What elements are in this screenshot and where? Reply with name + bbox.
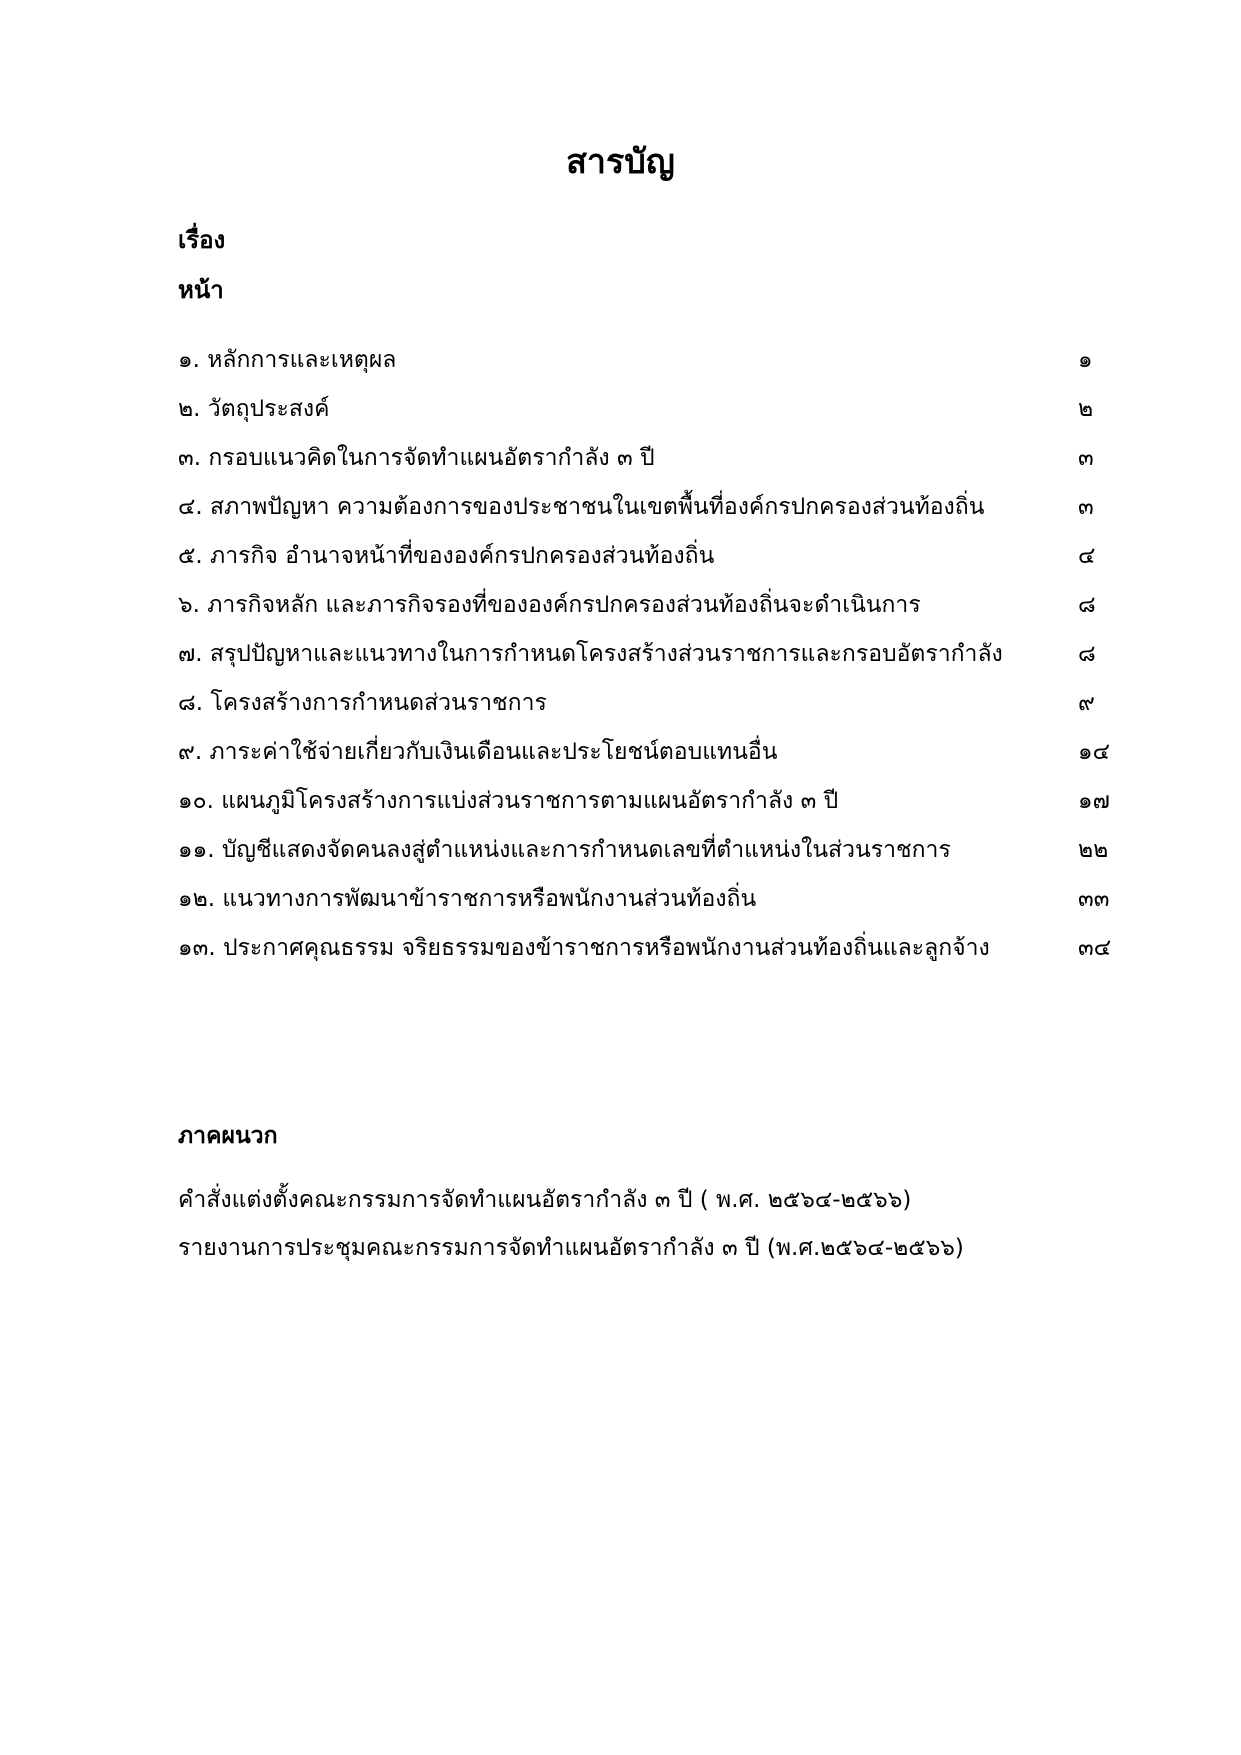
toc-item bbox=[178, 487, 1123, 536]
toc-item-page: ๙ bbox=[1078, 690, 1095, 716]
toc-item bbox=[178, 928, 1123, 977]
toc-item bbox=[178, 585, 1123, 634]
toc-item bbox=[178, 732, 1123, 781]
appendix-item: คำสั่งแต่งตั้งคณะกรรมการจัดทำแผนอัตรากำลัง ๓ ปี ( พ.ศ. ๒๕๖๔-๒๕๖๖) bbox=[178, 1187, 912, 1213]
subject-column-header: เรื่อง bbox=[178, 226, 226, 254]
toc-item bbox=[178, 781, 1123, 830]
toc-item-label: ๑. หลักการและเหตุผล bbox=[178, 347, 397, 373]
toc-item-label: ๓. กรอบแนวคิดในการจัดทำแผนอัตรากำลัง ๓ ปี bbox=[178, 445, 655, 471]
toc-item bbox=[178, 389, 1123, 438]
toc-item bbox=[178, 683, 1123, 732]
appendix-item: รายงานการประชุมคณะกรรมการจัดทำแผนอัตรากำลัง ๓ ปี (พ.ศ.๒๕๖๔-๒๕๖๖) bbox=[178, 1235, 964, 1261]
toc-item-label: ๑๓. ประกาศคุณธรรม จริยธรรมของข้าราชการหรือพนักงานส่วนท้องถิ่นและลูกจ้าง bbox=[178, 935, 990, 961]
toc-item-label: ๔. สภาพปัญหา ความต้องการของประชาชนในเขตพื้นที่องค์กรปกครองส่วนท้องถิ่น bbox=[178, 494, 985, 520]
toc-item-page: ๑ bbox=[1078, 347, 1093, 373]
page-column-header: หน้า bbox=[178, 276, 224, 304]
toc-item-page: ๔ bbox=[1078, 543, 1096, 569]
toc-item-label: ๖. ภารกิจหลัก และภารกิจรองที่ขององค์กรปกครองส่วนท้องถิ่นจะดำเนินการ bbox=[178, 592, 921, 618]
toc-item-page: ๓๔ bbox=[1078, 935, 1112, 961]
toc-item-page: ๓๓ bbox=[1078, 886, 1110, 912]
toc-item-label: ๑๒. แนวทางการพัฒนาข้าราชการหรือพนักงานส่วนท้องถิ่น bbox=[178, 886, 757, 912]
toc-item-page: ๘ bbox=[1078, 641, 1096, 667]
toc-item-label: ๒. วัตถุประสงค์ bbox=[178, 396, 330, 422]
toc-item-page: ๑๔ bbox=[1078, 739, 1111, 765]
toc-item bbox=[178, 879, 1123, 928]
appendix-list bbox=[178, 1180, 1123, 1276]
page-title: สารบัญ bbox=[566, 142, 675, 182]
toc-item bbox=[178, 438, 1123, 487]
toc-item-page: ๓ bbox=[1078, 445, 1094, 471]
toc-item-label: ๕. ภารกิจ อำนาจหน้าที่ขององค์กรปกครองส่วนท้องถิ่น bbox=[178, 543, 715, 569]
toc-item bbox=[178, 536, 1123, 585]
toc-item-label: ๙. ภาระค่าใช้จ่ายเกี่ยวกับเงินเดือนและประโยชน์ตอบแทนอื่น bbox=[178, 739, 778, 765]
toc-item-page: ๒ bbox=[1078, 396, 1094, 422]
toc-item-page: ๓ bbox=[1078, 494, 1094, 520]
toc-item-page: ๑๗ bbox=[1078, 788, 1110, 814]
toc-item-page: ๘ bbox=[1078, 592, 1096, 618]
toc-item-label: ๑๐. แผนภูมิโครงสร้างการแบ่งส่วนราชการตามแผนอัตรากำลัง ๓ ปี bbox=[178, 788, 839, 814]
toc-item bbox=[178, 830, 1123, 879]
toc-item bbox=[178, 634, 1123, 683]
toc-list bbox=[178, 340, 1123, 977]
toc-item-label: ๘. โครงสร้างการกำหนดส่วนราชการ bbox=[178, 690, 547, 716]
toc-item-label: ๗. สรุปปัญหาและแนวทางในการกำหนดโครงสร้างส่วนราชการและกรอบอัตรากำลัง bbox=[178, 641, 1003, 667]
toc-item bbox=[178, 340, 1123, 389]
toc-item-page: ๒๒ bbox=[1078, 837, 1109, 863]
toc-item-label: ๑๑. บัญชีแสดงจัดคนลงสู่ตำแหน่งและการกำหนดเลขที่ตำแหน่งในส่วนราชการ bbox=[178, 837, 951, 863]
appendix-heading: ภาคผนวก bbox=[178, 1123, 278, 1149]
